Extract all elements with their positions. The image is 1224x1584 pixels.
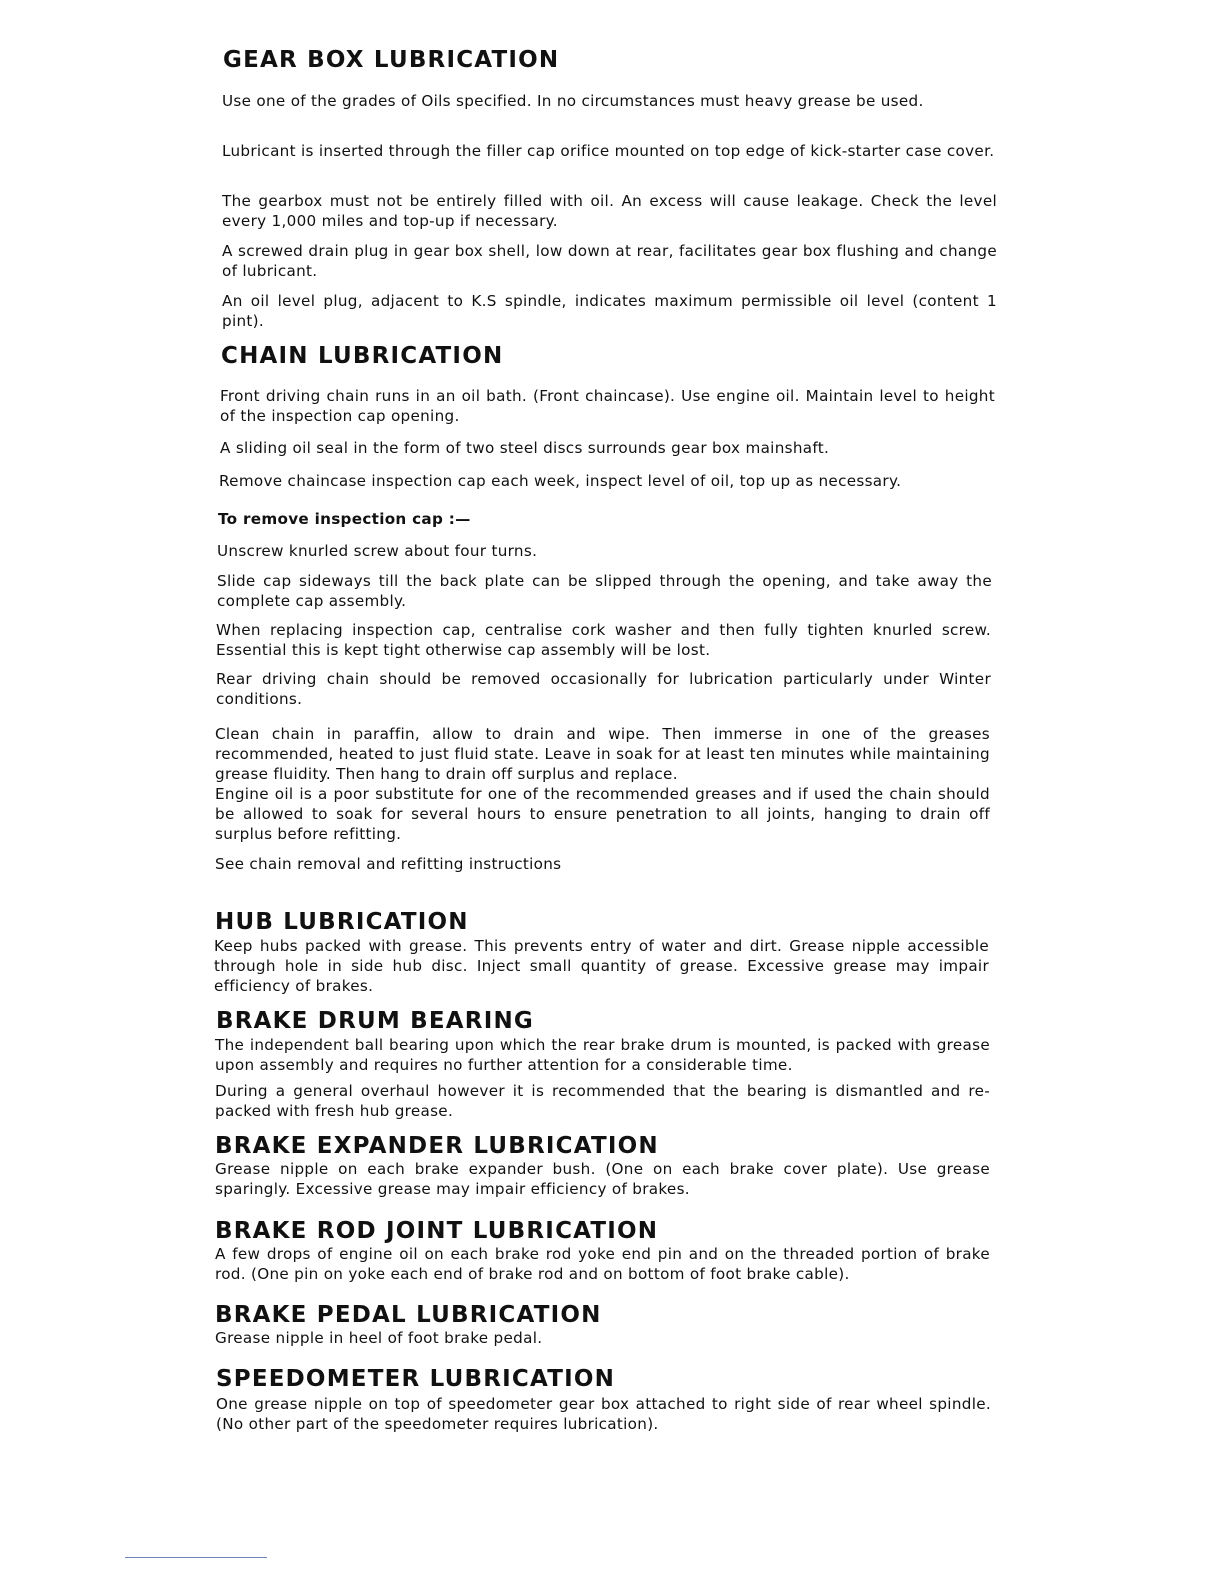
- chain-paragraph: Slide cap sideways till the back plate can be slipped through the opening, and take away the complete cap assembly.: [217, 572, 992, 610]
- chain-paragraph: When replacing inspection cap, centralise cork washer and then fully tighten knurled screw. Essential this is kept tight otherwise cap assembly will be lost.: [216, 621, 991, 659]
- brake-drum-heading: BRAKE DRUM BEARING: [216, 1008, 534, 1034]
- speedometer-heading: SPEEDOMETER LUBRICATION: [216, 1366, 616, 1392]
- brake-drum-paragraph: During a general overhaul however it is recommended that the bearing is dismantled and re-packed with fresh hub grease.: [215, 1082, 990, 1120]
- brake-rod-heading: BRAKE ROD JOINT LUBRICATION: [215, 1218, 659, 1244]
- brake-drum-paragraph: The independent ball bearing upon which the rear brake drum is mounted, is packed with grease upon assembly and requires no further attention for a considerable time.: [215, 1036, 990, 1074]
- brake-expander-heading: BRAKE EXPANDER LUBRICATION: [215, 1133, 659, 1159]
- brake-expander-paragraph: Grease nipple on each brake expander bush. (One on each brake cover plate). Use grease sparingly. Excessive grease may impair efficiency of brakes.: [215, 1160, 990, 1198]
- gear-box-paragraph: A screwed drain plug in gear box shell, low down at rear, facilitates gear box flushing and change of lubricant.: [222, 242, 997, 280]
- gear-box-heading: GEAR BOX LUBRICATION: [223, 47, 560, 73]
- chain-paragraph: Rear driving chain should be removed occasionally for lubrication particularly under Winter conditions.: [216, 670, 991, 708]
- chain-paragraph: Front driving chain runs in an oil bath. (Front chaincase). Use engine oil. Maintain level to height of the inspection cap opening.: [220, 387, 995, 425]
- chain-paragraph: See chain removal and refitting instructions: [215, 855, 562, 873]
- hub-paragraph: Keep hubs packed with grease. This prevents entry of water and dirt. Grease nipple accessible through hole in side hub disc. Inject small quantity of grease. Excessive grease may impair efficiency of brakes.: [214, 937, 989, 995]
- gear-box-paragraph: Use one of the grades of Oils specified. In no circumstances must heavy grease be used.: [222, 92, 924, 110]
- gear-box-paragraph: The gearbox must not be entirely filled with oil. An excess will cause leakage. Check the level every 1,000 miles and top-up if necessary.: [222, 192, 997, 230]
- page-edge-rule: [125, 1557, 267, 1558]
- chain-paragraph: Clean chain in paraffin, allow to drain and wipe. Then immerse in one of the greases recommended, heated to just fluid state. Leave in soak for at least ten minutes while maintaining grease fluidity. Then hang to drain off surplus and replace.: [215, 725, 990, 783]
- inspection-cap-subheading: To remove inspection cap :—: [218, 510, 471, 528]
- brake-pedal-heading: BRAKE PEDAL LUBRICATION: [215, 1302, 602, 1328]
- gear-box-paragraph: Lubricant is inserted through the filler cap orifice mounted on top edge of kick-starter case cover.: [222, 142, 995, 160]
- chain-paragraph: Remove chaincase inspection cap each week, inspect level of oil, top up as necessary.: [219, 472, 902, 490]
- gear-box-paragraph: An oil level plug, adjacent to K.S spindle, indicates maximum permissible oil level (content 1 pint).: [222, 292, 997, 330]
- brake-pedal-paragraph: Grease nipple in heel of foot brake pedal.: [215, 1329, 543, 1347]
- hub-heading: HUB LUBRICATION: [215, 909, 469, 935]
- chain-heading: CHAIN LUBRICATION: [221, 343, 504, 369]
- chain-paragraph: A sliding oil seal in the form of two steel discs surrounds gear box mainshaft.: [220, 439, 830, 457]
- speedometer-paragraph: One grease nipple on top of speedometer gear box attached to right side of rear wheel spindle. (No other part of the speedometer requires lubrication).: [216, 1395, 991, 1433]
- brake-rod-paragraph: A few drops of engine oil on each brake rod yoke end pin and on the threaded portion of brake rod. (One pin on yoke each end of brake rod and on bottom of foot brake cable).: [215, 1245, 990, 1283]
- chain-paragraph: Unscrew knurled screw about four turns.: [217, 542, 538, 560]
- chain-paragraph: Engine oil is a poor substitute for one of the recommended greases and if used the chain should be allowed to soak for several hours to ensure penetration to all joints, hanging to drain off surplus before refitting.: [215, 785, 990, 843]
